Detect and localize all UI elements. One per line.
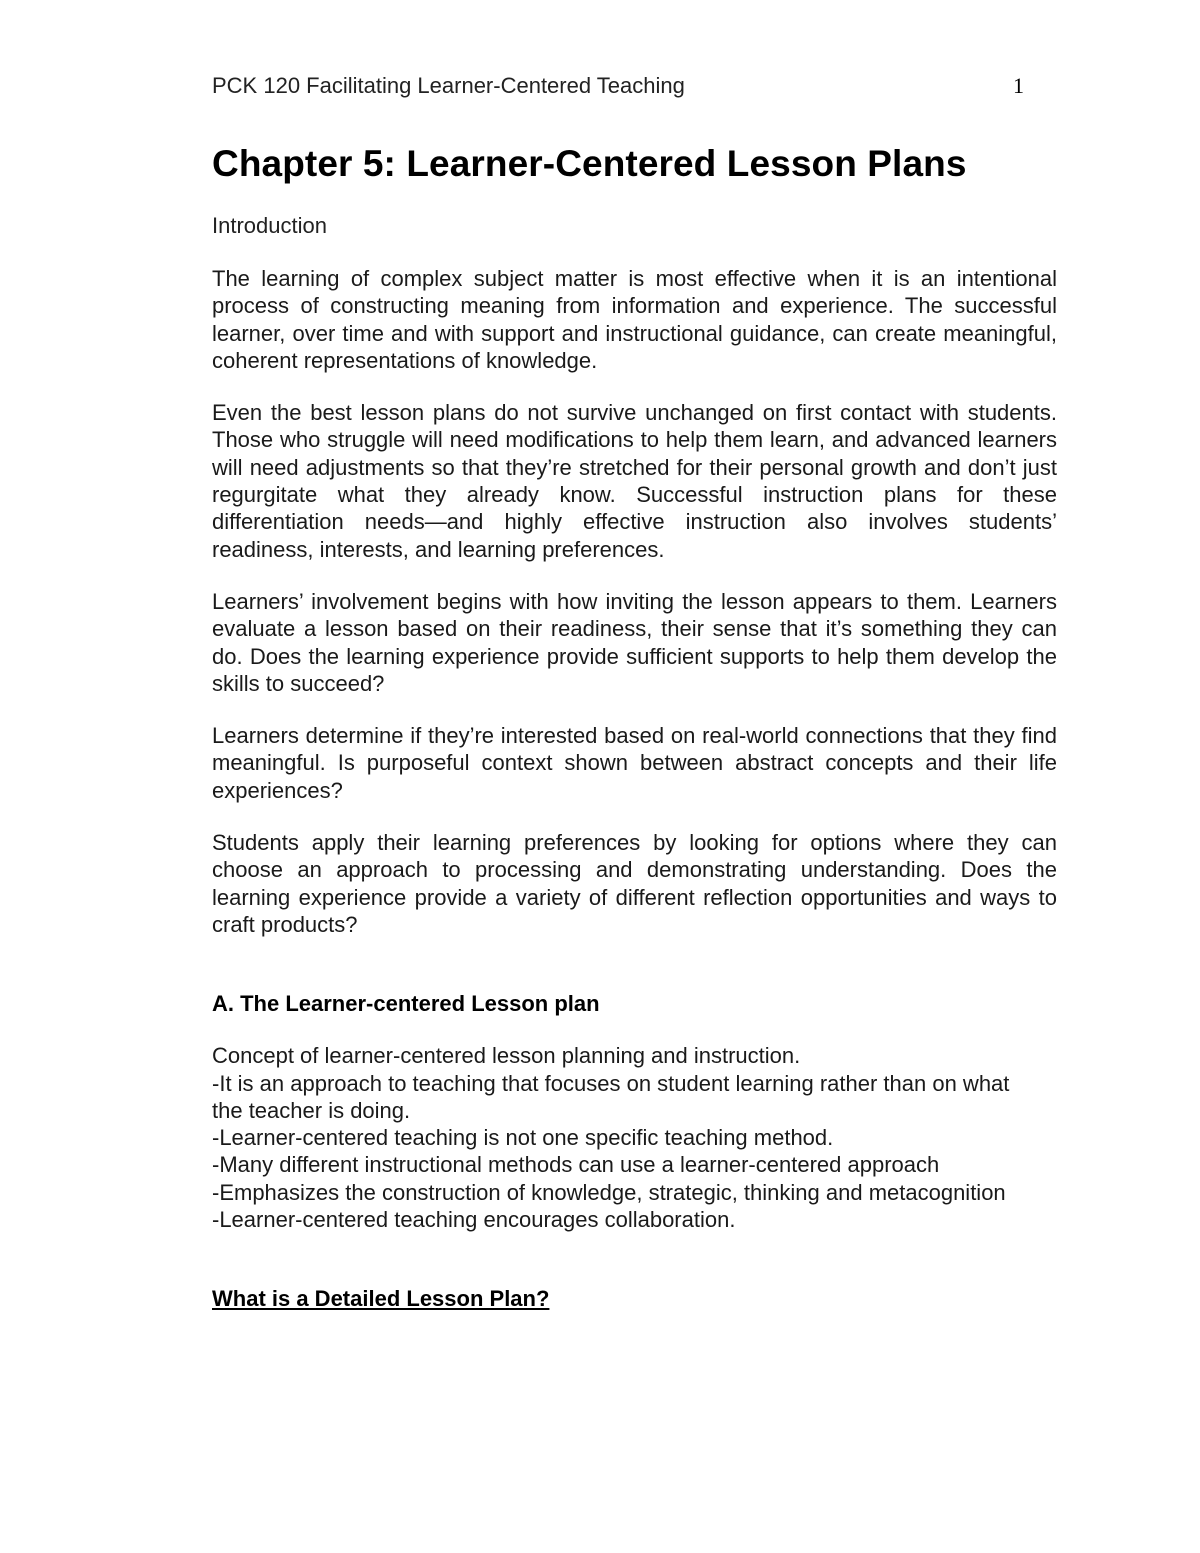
page-number: 1 (1013, 73, 1024, 98)
intro-paragraph-2: Even the best lesson plans do not survive unchanged on first contact with students. Those who struggle will need modifications to help them learn, and advanced learners will need adjustments so that they’re stretched for their personal growth and don’t just regurgitate what they already know. Successful instruction plans for these differentiation needs—and highly effective instruction also involves students’ readiness, interests, and learning preferences. (212, 400, 1057, 562)
list-item: -Learner-centered teaching is not one specific teaching method. (212, 1125, 834, 1151)
chapter-title: Chapter 5: Learner-Centered Lesson Plans (212, 143, 967, 184)
concept-intro: Concept of learner-centered lesson planning and instruction. (212, 1043, 801, 1069)
list-item: -Many different instructional methods can use a learner-centered approach (212, 1152, 940, 1178)
list-item: -Emphasizes the construction of knowledge, strategic, thinking and metacognition (212, 1179, 1006, 1205)
intro-heading: Introduction (212, 213, 327, 238)
document-body (212, 140, 1057, 1313)
section-a-heading: A. The Learner-centered Lesson plan (212, 991, 600, 1017)
course-title: PCK 120 Facilitating Learner-Centered Teaching (212, 73, 685, 98)
list-item: -Learner-centered teaching encourages collaboration. (212, 1207, 736, 1233)
page-header (212, 72, 1024, 102)
intro-paragraph-5: Students apply their learning preferences by looking for options where they can choose an approach to processing and demonstrating understanding. Does the learning experience provide a variety of different reflection opportunities and ways to craft products? (212, 830, 1057, 937)
concept-list (212, 1070, 1032, 1234)
intro-paragraph-1: The learning of complex subject matter is most effective when it is an intentional process of constructing meaning from information and experience. The successful learner, over time and with support and instructional guidance, can create meaningful, coherent representations of knowledge. (212, 266, 1057, 373)
detailed-lesson-plan-heading: What is a Detailed Lesson Plan? (212, 1286, 550, 1312)
intro-paragraph-4: Learners determine if they’re interested based on real-world connections that they find meaningful. Is purposeful context shown between abstract concepts and their life experiences? (212, 723, 1057, 803)
list-item: -It is an approach to teaching that focuses on student learning rather than on what the teacher is doing. (212, 1070, 1010, 1123)
intro-paragraph-3: Learners’ involvement begins with how inviting the lesson appears to them. Learners evaluate a lesson based on their readiness, their sense that it’s something they can do. Does the learning experience provide sufficient supports to help them develop the skills to succeed? (212, 588, 1057, 696)
